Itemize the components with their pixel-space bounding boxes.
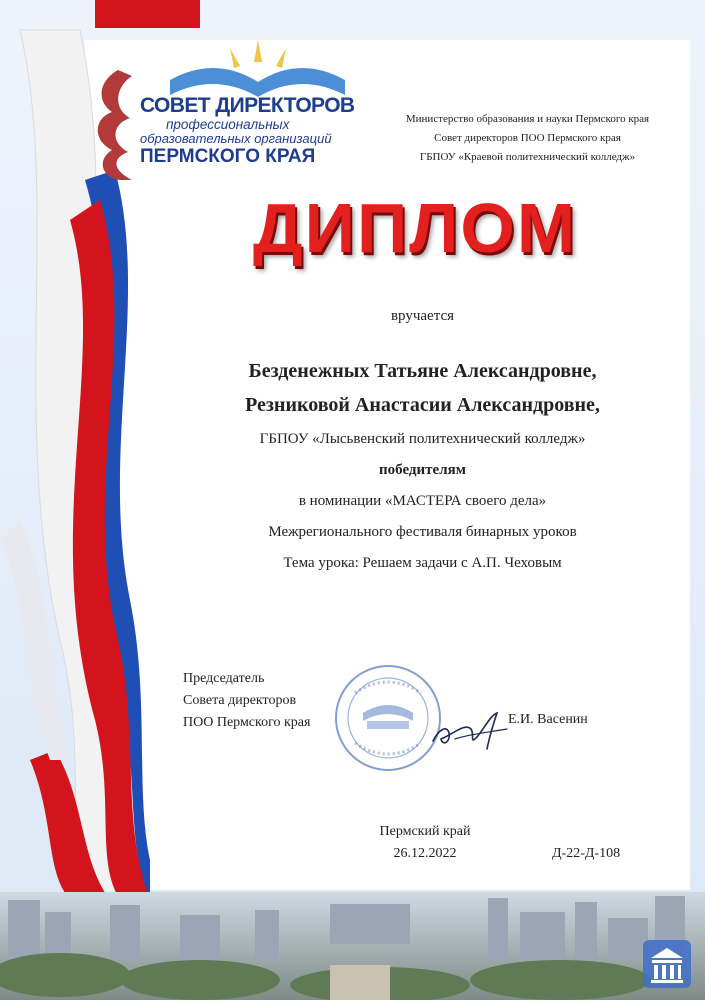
place: Пермский край bbox=[379, 824, 471, 839]
issuer-council: Совет директоров ПОО Пермского края bbox=[434, 132, 621, 144]
college-logo-icon bbox=[641, 938, 693, 990]
nomination: в номинации «МАСТЕРА своего дела» bbox=[298, 493, 547, 509]
signatory-line-1: Председатель bbox=[183, 671, 265, 686]
institution: ГБПОУ «Лысьвенский политехнический колледж» bbox=[259, 431, 586, 447]
recipient-1: Безденежных Татьяне Александровне, bbox=[248, 360, 597, 382]
festival: Межрегионального фестиваля бинарных уроков bbox=[268, 524, 577, 540]
logo-line-4: ПЕРМСКОГО КРАЯ bbox=[140, 146, 316, 167]
issuer-college: ГБПОУ «Краевой политехнический колледж» bbox=[419, 151, 636, 163]
logo-line-2: профессиональных bbox=[166, 117, 290, 132]
diploma-title: ДИПЛОМ bbox=[252, 189, 578, 267]
lesson-topic: Тема урока: Решаем задачи с А.П. Чеховым bbox=[283, 555, 562, 571]
awarded-text: вручается bbox=[390, 308, 455, 324]
signatory-line-2: Совета директоров bbox=[183, 693, 297, 708]
document-number: Д-22-Д-108 bbox=[552, 846, 621, 861]
council-logo bbox=[140, 94, 355, 167]
handwritten-signature bbox=[425, 703, 515, 758]
issue-date: 26.12.2022 bbox=[393, 846, 457, 861]
logo-line-3: образовательных организаций bbox=[140, 131, 332, 146]
signatory-line-3: ПОО Пермского края bbox=[183, 715, 311, 730]
recipient-2: Резниковой Анастасии Александровне, bbox=[245, 394, 600, 416]
issuers-block bbox=[365, 110, 690, 167]
issuer-ministry: Министерство образования и науки Пермского края bbox=[405, 113, 650, 125]
logo-line-1: СОВЕТ ДИРЕКТОРОВ bbox=[140, 94, 355, 117]
signatory-name: Е.И. Васенин bbox=[508, 712, 588, 727]
signatory-position bbox=[183, 668, 310, 734]
award-status: победителям bbox=[379, 462, 466, 478]
